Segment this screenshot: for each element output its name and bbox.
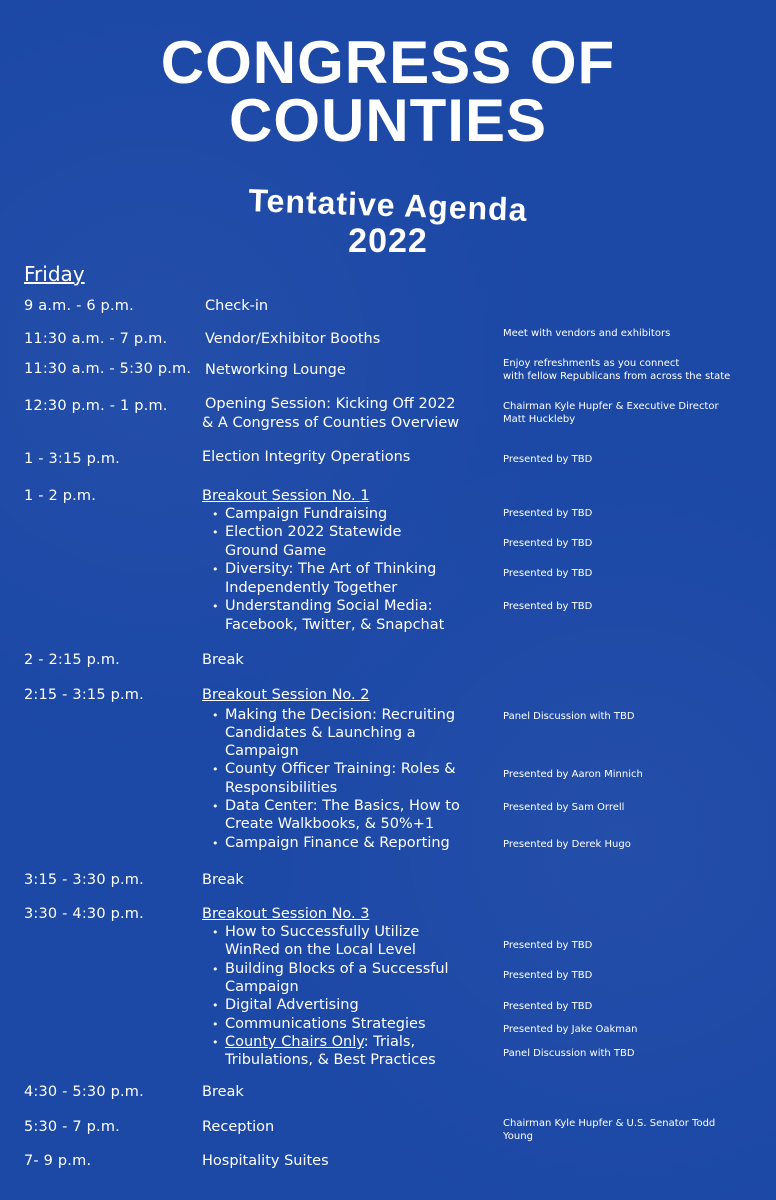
row-note: Presented by TBD (503, 508, 593, 519)
row-time: 1 - 3:15 p.m. (24, 451, 120, 467)
row-note: Presented by Jake Oakman (503, 1024, 638, 1035)
row-time: 12:30 p.m. - 1 p.m. (24, 398, 168, 414)
page-title-line-1: CONGRESS OF (160, 29, 616, 96)
session-item: • Communications Strategies (212, 1016, 426, 1032)
row-time: 3:30 - 4:30 p.m. (24, 906, 144, 922)
page-title-line-2: COUNTIES (228, 87, 548, 154)
row-event: Reception (202, 1119, 275, 1135)
session-item-cont: Independently Together (225, 580, 398, 596)
row-note: Presented by Sam Orrell (503, 802, 625, 813)
row-note: Matt Huckleby (503, 414, 576, 425)
row-note: Presented by TBD (503, 454, 593, 465)
session-item: • Digital Advertising (212, 997, 359, 1013)
county-chairs-only-link[interactable]: County Chairs Only (225, 1034, 364, 1050)
row-note: Presented by TBD (503, 538, 593, 549)
row-note: Presented by TBD (503, 1001, 593, 1012)
session-item-cont: Tribulations, & Best Practices (225, 1052, 436, 1068)
session-item-cont: Responsibilities (225, 780, 338, 796)
row-note: Panel Discussion with TBD (503, 1048, 635, 1059)
row-event: Opening Session: Kicking Off 2022 (205, 396, 456, 412)
row-note: Presented by TBD (503, 601, 593, 612)
row-time: 3:15 - 3:30 p.m. (24, 872, 144, 888)
session-item: • County Chairs Only: Trials, (212, 1034, 416, 1050)
row-event: Break (202, 872, 244, 888)
row-event: Break (202, 652, 244, 668)
session-item-cont: Candidates & Launching a (225, 725, 416, 741)
row-time: 9 a.m. - 6 p.m. (24, 298, 134, 314)
row-note: Enjoy refreshments as you connect (503, 358, 680, 369)
session-item-cont: Campaign (225, 743, 299, 759)
row-note: Presented by TBD (503, 970, 593, 981)
session-item: • Campaign Finance & Reporting (212, 835, 450, 851)
row-event: Networking Lounge (205, 362, 346, 378)
session-item: • Data Center: The Basics, How to (212, 798, 460, 814)
session-item-cont: Create Walkbooks, & 50%+1 (225, 816, 435, 832)
breakout-session-1-heading: Breakout Session No. 1 (202, 488, 370, 504)
row-time: 5:30 - 7 p.m. (24, 1119, 120, 1135)
row-note: Presented by TBD (503, 940, 593, 951)
session-item: • Understanding Social Media: (212, 598, 433, 614)
row-time: 7- 9 p.m. (24, 1153, 92, 1169)
session-item: • Making the Decision: Recruiting (212, 707, 456, 723)
row-note: Chairman Kyle Hupfer & Executive Director (503, 401, 719, 412)
row-event: & A Congress of Counties Overview (202, 415, 460, 431)
row-note: Meet with vendors and exhibitors (503, 328, 671, 339)
row-event: Election Integrity Operations (202, 449, 411, 465)
row-note: Chairman Kyle Hupfer & U.S. Senator Todd (503, 1118, 716, 1129)
subtitle-year: 2022 (348, 222, 428, 260)
row-event: Vendor/Exhibitor Booths (205, 331, 381, 347)
row-time: 11:30 a.m. - 7 p.m. (24, 331, 168, 347)
session-item: • Election 2022 Statewide (212, 524, 402, 540)
row-note: Panel Discussion with TBD (503, 711, 635, 722)
row-note: Presented by Aaron Minnich (503, 769, 643, 780)
session-item: • Building Blocks of a Successful (212, 961, 449, 977)
row-time: 11:30 a.m. - 5:30 p.m. (24, 361, 192, 377)
day-heading: Friday (24, 262, 85, 286)
session-item: • Campaign Fundraising (212, 506, 388, 522)
session-item-cont: Facebook, Twitter, & Snapchat (225, 617, 445, 633)
breakout-session-2-heading: Breakout Session No. 2 (202, 687, 370, 703)
row-time: 4:30 - 5:30 p.m. (24, 1084, 144, 1100)
row-time: 1 - 2 p.m. (24, 488, 97, 504)
session-item: • County Officer Training: Roles & (212, 761, 456, 777)
row-time: 2:15 - 3:15 p.m. (24, 687, 144, 703)
row-event: Check-in (205, 298, 269, 314)
session-item-cont: Ground Game (225, 543, 327, 559)
row-note: Young (503, 1131, 533, 1142)
session-item: • Diversity: The Art of Thinking (212, 561, 437, 577)
row-note: Presented by TBD (503, 568, 593, 579)
session-item-cont: WinRed on the Local Level (225, 942, 416, 958)
session-item-cont: Campaign (225, 979, 299, 995)
breakout-session-3-heading: Breakout Session No. 3 (202, 906, 370, 922)
row-time: 2 - 2:15 p.m. (24, 652, 120, 668)
row-event: Hospitality Suites (202, 1153, 329, 1169)
subtitle-tentative-agenda: Tentative Agenda (247, 182, 529, 228)
session-item: • How to Successfully Utilize (212, 924, 420, 940)
row-note: with fellow Republicans from across the state (503, 371, 731, 382)
row-event: Break (202, 1084, 244, 1100)
row-note: Presented by Derek Hugo (503, 839, 631, 850)
